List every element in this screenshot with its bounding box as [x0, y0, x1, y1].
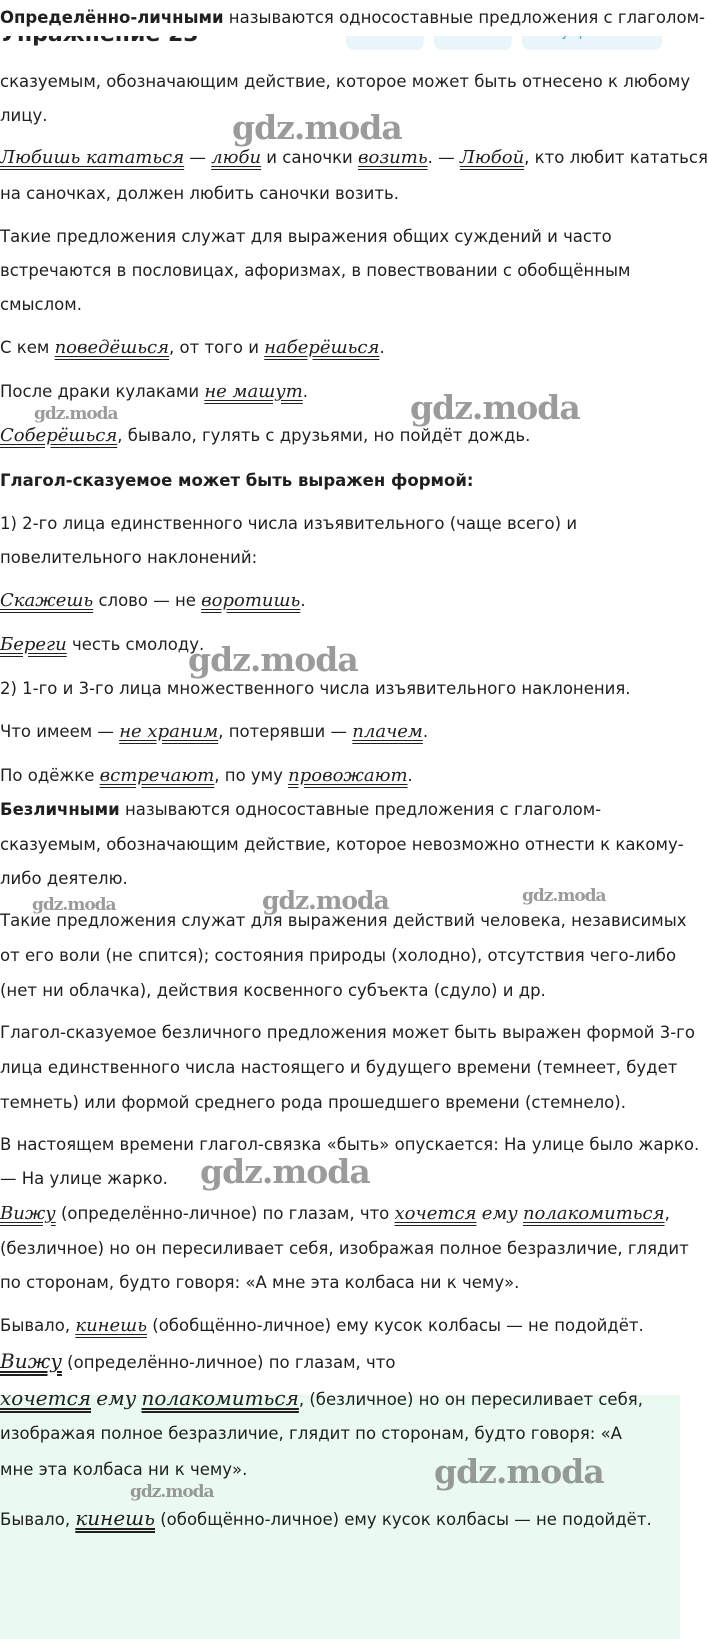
answer-line: [0, 1308, 676, 1344]
predicate-word: Соберёшься: [0, 425, 118, 446]
predicate-word: Береги: [0, 634, 67, 655]
text: называются односоставные предложения с глаголом-: [223, 8, 705, 27]
text: С кем: [0, 338, 55, 357]
list-item: 2) 1-го и 3-го лица множественного числа изъявительного наклонения.: [0, 679, 631, 698]
text: —: [184, 148, 212, 167]
predicate-word: плачем: [352, 721, 423, 742]
predicate-word: провожают: [288, 765, 408, 786]
paragraph-definition-line2: сказуемым, обозначающим действие, которое может быть отнесено к любому: [0, 72, 691, 91]
paragraph: [0, 792, 676, 828]
text: честь смолоду.: [66, 635, 205, 654]
predicate-word: Вижу: [0, 1349, 62, 1373]
paragraph: (нет ни облачка), действия косвенного субъекта (сдуло) и др.: [0, 981, 546, 1000]
predicate-word: полакомиться: [141, 1386, 299, 1410]
paragraph-definition-line3: лицу.: [0, 106, 48, 125]
predicate-word: хочется: [394, 1203, 477, 1224]
watermark: gdz.moda: [522, 886, 606, 906]
paragraph: — На улице жарко.: [0, 1169, 168, 1188]
text: , кто любит кататься: [524, 148, 708, 167]
paragraph: смыслом.: [0, 295, 82, 314]
watermark: gdz.moda: [188, 640, 358, 679]
watermark: gdz.moda: [32, 895, 116, 915]
text: , (безличное) но он пересиливает себя,: [298, 1390, 643, 1409]
paragraph: от его воли (не спится); состояния природы (холодно), отсутствия чего-либо: [0, 946, 677, 965]
rule-heading-text: Глагол-сказуемое может быть выражен формой:: [0, 471, 474, 490]
predicate-word: не машут: [204, 381, 303, 402]
example-line: [0, 330, 676, 366]
predicate-word: наберёшься: [264, 337, 380, 358]
predicate-word: люби: [211, 147, 262, 168]
paragraph: сказуемым, обозначающим действие, которое невозможно отнести к какому-: [0, 835, 684, 854]
text: По одёжке: [0, 766, 100, 785]
text: , от того и: [169, 338, 265, 357]
paragraph: либо деятелю.: [0, 869, 128, 888]
predicate-word: Вижу: [0, 1203, 56, 1224]
paragraph: Глагол-сказуемое безличного предложения может быть выражен формой 3-го: [0, 1023, 695, 1042]
predicate-word: воротишь: [201, 590, 301, 611]
text: (обобщённо-личное) ему кусок колбасы — не подойдёт.: [147, 1316, 644, 1335]
text: . —: [427, 148, 460, 167]
example-line: [0, 583, 676, 619]
highlight-line: [0, 1500, 676, 1538]
watermark: gdz.moda: [200, 1152, 370, 1191]
text: , потерявши —: [218, 722, 353, 741]
predicate-word: возить: [358, 147, 428, 168]
text: .: [407, 766, 413, 785]
text: .: [422, 722, 429, 741]
predicate-word: не храним: [119, 721, 219, 742]
term-definite-personal: Определённо-личными: [0, 8, 224, 27]
predicate-word: хочется: [0, 1386, 92, 1410]
text: (определённо-личное) по глазам, что: [55, 1204, 395, 1223]
paragraph: темнеть) или формой среднего рода прошедшего времени (стемнело).: [0, 1093, 626, 1112]
text: .: [379, 338, 385, 357]
text: , по уму: [214, 766, 289, 785]
paragraph: Такие предложения служат для выражения общих суждений и часто: [0, 227, 612, 246]
predicate-word: кинешь: [75, 1315, 148, 1336]
text: .: [302, 382, 309, 401]
paragraph: встречаются в пословицах, афоризмах, в повествовании с обобщённым: [0, 261, 631, 280]
highlight-line: изображая полное безразличие, глядит по сторонам, будто говоря: «А: [0, 1424, 622, 1443]
answer-line: по сторонам, будто говоря: «А мне эта колбаса ни к чему».: [0, 1273, 520, 1292]
highlight-line: [0, 1380, 676, 1418]
text: и саночки: [261, 148, 359, 167]
object-word: ему: [481, 1203, 518, 1224]
text: ,: [664, 1204, 670, 1223]
highlight-line: мне эта колбаса ни к чему».: [0, 1460, 248, 1479]
predicate-word: встречают: [99, 765, 215, 786]
predicate-word: полакомиться: [522, 1203, 665, 1224]
text: Бывало,: [0, 1510, 76, 1529]
text: .: [300, 591, 306, 610]
highlight-line: [0, 1343, 676, 1381]
text: (определённо-личное) по глазам, что: [61, 1353, 396, 1372]
predicate-word: Любишь кататься: [0, 147, 185, 168]
example-line: [0, 758, 676, 794]
text: После драки кулаками: [0, 382, 205, 401]
watermark: gdz.moda: [410, 388, 580, 427]
text: , бывало, гулять с друзьями, но пойдёт дождь.: [117, 426, 531, 445]
watermark: gdz.moda: [232, 108, 402, 147]
answer-line: [0, 1196, 676, 1232]
list-item: 1) 2-го лица единственного числа изъявительного (чаще всего) и: [0, 514, 578, 533]
text: (обобщённо-личное) ему кусок колбасы — не подойдёт.: [155, 1510, 652, 1529]
watermark: gdz.moda: [434, 1452, 604, 1491]
paragraph: Такие предложения служат для выражения действий человека, независимых: [0, 911, 687, 930]
predicate-word: Скажешь: [0, 590, 94, 611]
list-item: повелительного наклонений:: [0, 548, 258, 567]
paragraph: В настоящем времени глагол-связка «быть» опускается: На улице было жарко.: [0, 1135, 700, 1154]
watermark: gdz.moda: [262, 886, 389, 915]
watermark: gdz.moda: [130, 1482, 214, 1502]
subject-word: Любой: [459, 147, 525, 168]
text: Бывало,: [0, 1316, 76, 1335]
paragraph-definition-line1: [0, 0, 705, 36]
predicate-word: поведёшься: [54, 337, 170, 358]
text: называются односоставные предложения с глаголом-: [119, 800, 602, 819]
text: слово — не: [93, 591, 202, 610]
object-word: ему: [96, 1386, 137, 1410]
answer-line: (безличное) но он пересиливает себя, изображая полное безразличие, глядит: [0, 1239, 689, 1258]
term-impersonal: Безличными: [0, 800, 120, 819]
example-line: [0, 714, 676, 750]
paragraph: лица единственного числа настоящего и будущего времени (темнеет, будет: [0, 1058, 678, 1077]
predicate-word: кинешь: [75, 1506, 155, 1530]
text: Что имеем —: [0, 722, 120, 741]
watermark: gdz.moda: [34, 404, 118, 424]
example-line: на саночках, должен любить саночки возить.: [0, 184, 399, 203]
rule-heading: [0, 463, 676, 499]
